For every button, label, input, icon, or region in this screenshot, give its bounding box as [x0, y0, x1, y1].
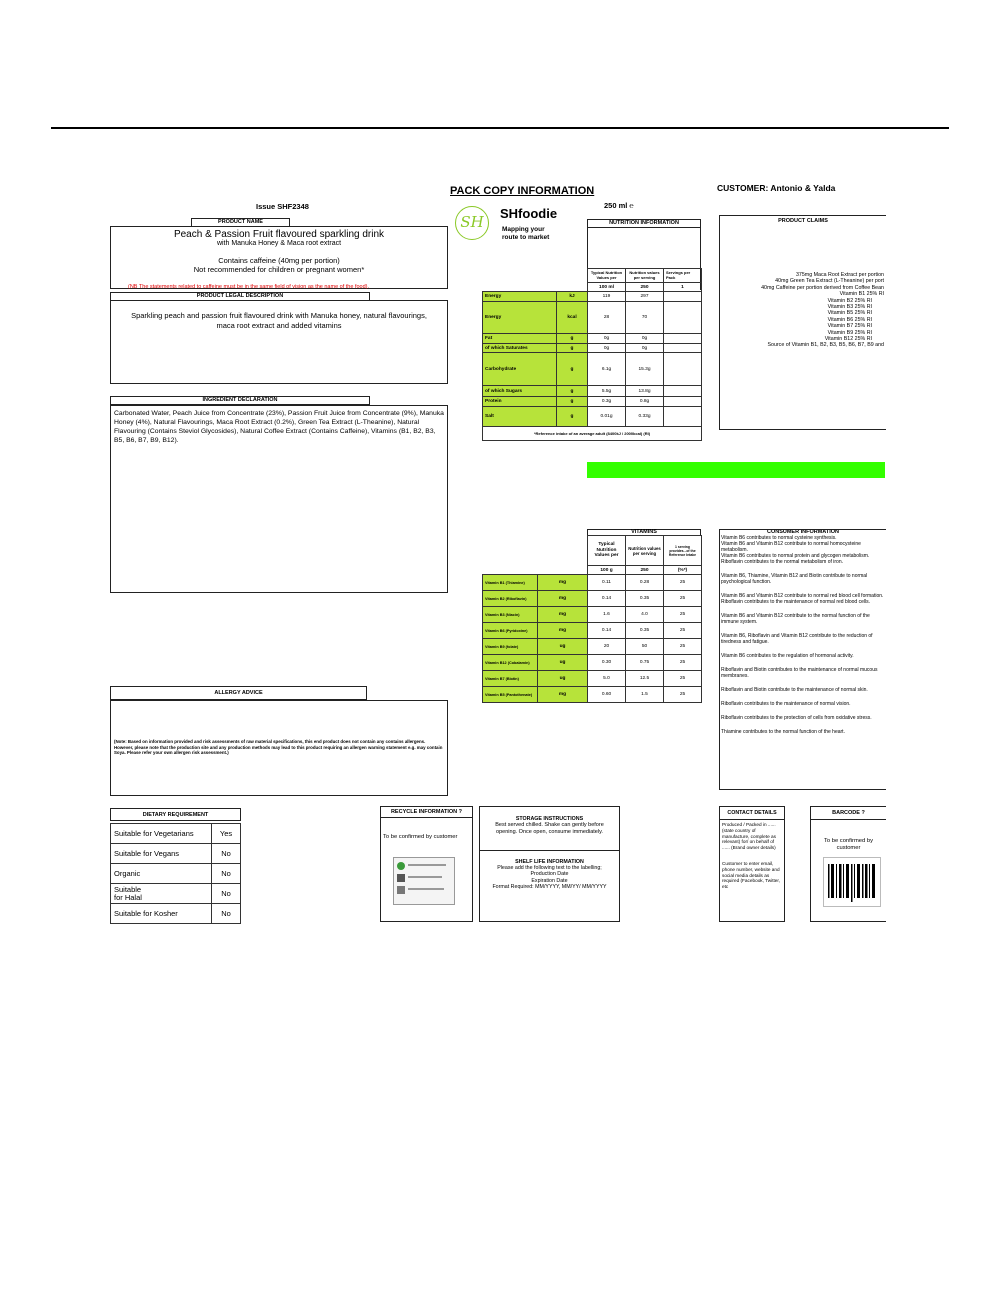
- vitamin-per100: 0.11: [588, 575, 626, 591]
- recycle-heading: RECYCLE INFORMATION ?: [381, 807, 472, 818]
- vitamin-unit: ug: [538, 639, 588, 655]
- vitamin-unit: mg: [538, 687, 588, 703]
- nutrition-unit: 250: [626, 283, 664, 292]
- nutrient-unit: g: [557, 344, 588, 353]
- nutrient-per100: 0g: [588, 344, 626, 353]
- consumer-info-line: Vitamin B6 contributes to normal cysteine synthesis.: [721, 535, 837, 541]
- nutrient-label: Carbohydrate: [483, 353, 557, 386]
- nutrition-footnote: *Reference intake of an average adult (8400kJ / 2000kcal) (RI): [483, 427, 702, 441]
- consumer-info-line: Vitamin B6 contributes to normal protein and glycogen metabolism.: [721, 553, 870, 559]
- vitamin-label: Vitamin B5 (Pantothenate): [483, 687, 538, 703]
- nutrient-serving: 15.3g: [626, 353, 664, 386]
- vitamin-unit: mg: [538, 591, 588, 607]
- nutrition-heading: NUTRITION INFORMATION: [587, 219, 701, 228]
- nutrient-serving: 13.8g: [626, 386, 664, 397]
- claim-line: 375mg Maca Root Extract per portion: [795, 272, 884, 278]
- legal-description-text: Sparkling peach and passion fruit flavoured drink with Manuka honey, natural flavourings, maca root extract and added vitamins: [131, 311, 427, 330]
- shfoodie-logo-icon: SH: [455, 206, 489, 240]
- consumer-info-heading: CONSUMER INFORMATION: [766, 529, 839, 535]
- consumer-info-line: Riboflavin contributes to the maintenance of normal vision.: [721, 701, 851, 707]
- barcode-text: To be confirmed by customer: [824, 838, 873, 851]
- storage-heading: STORAGE INSTRUCTIONS: [515, 816, 584, 822]
- vitamin-ri: 25: [664, 623, 702, 639]
- allergy-heading: ALLERGY ADVICE: [110, 686, 367, 700]
- table-row: [483, 334, 702, 344]
- vitamin-serving: 0.28: [626, 575, 664, 591]
- vitamin-label: Vitamin B7 (Biotin): [483, 671, 538, 687]
- dietary-label: Suitable for Vegetarians: [111, 824, 212, 844]
- ingredient-box: [110, 405, 448, 593]
- vitamin-unit: ug: [538, 655, 588, 671]
- vitamin-ri: 25: [664, 607, 702, 623]
- table-row: [483, 386, 702, 397]
- recycle-label-image: [393, 857, 455, 905]
- dietary-value: No: [212, 844, 241, 864]
- green-highlight-bar: [587, 462, 885, 478]
- nutrient-label: Energy: [483, 292, 557, 302]
- nutrient-serving: 70: [626, 302, 664, 334]
- storage-box: [479, 806, 620, 922]
- consumer-info-box: [719, 529, 886, 790]
- consumer-info-line: Vitamin B6 and Vitamin B12 contribute to normal homocysteine metabolism.: [721, 541, 861, 553]
- vitamin-per100: 5.0: [588, 671, 626, 687]
- logo-tagline-1: Mapping your: [502, 226, 545, 233]
- dietary-value: No: [212, 884, 241, 904]
- vitamin-unit: mg: [538, 607, 588, 623]
- table-row: [483, 353, 702, 386]
- nutrition-table: [482, 268, 702, 441]
- table-row: [483, 671, 702, 687]
- nutrient-per100: 6.1g: [588, 353, 626, 386]
- nutrient-serving: 0g: [626, 334, 664, 344]
- table-row: [111, 844, 241, 864]
- product-name-heading: PRODUCT NAME: [191, 218, 290, 227]
- nutrition-col-header: Nutrition values per serving: [626, 269, 664, 283]
- nutrient-unit: g: [557, 353, 588, 386]
- vitamin-serving: 12.5: [626, 671, 664, 687]
- table-row: [111, 824, 241, 844]
- consumer-info-line: Riboflavin contributes to the protection of cells from oxidative stress.: [721, 715, 872, 721]
- shelf-life-line: Production Date: [530, 871, 569, 878]
- contact-box: [719, 806, 785, 922]
- consumer-info-line: Vitamin B6 and Vitamin B12 contribute to normal red blood cell formation.: [721, 593, 884, 599]
- vitamin-unit: mg: [538, 575, 588, 591]
- claim-line: Vitamin B12 25% RI: [824, 336, 872, 343]
- nutrient-unit: g: [557, 386, 588, 397]
- nutrient-label: of which Sugars: [483, 386, 557, 397]
- vitamin-per100: 0.14: [588, 623, 626, 639]
- nutrient-per100: 119: [588, 292, 626, 302]
- dietary-heading: DIETARY REQUIREMENT: [110, 808, 241, 821]
- caffeine-line-2: Not recommended for children or pregnant women*: [193, 265, 365, 274]
- nutrient-unit: kcal: [557, 302, 588, 334]
- nutrient-serving: 0.33g: [626, 407, 664, 427]
- vitamin-ri: 25: [664, 671, 702, 687]
- consumer-info-line: Riboflavin and Biotin contribute to the maintenance of normal skin.: [721, 687, 868, 693]
- consumer-info-line: Vitamin B6 contributes to the regulation of hormonal activity.: [721, 653, 854, 659]
- vitamin-col-header: Nutrition values per serving: [626, 536, 664, 566]
- vitamin-serving: 0.75: [626, 655, 664, 671]
- page-title: PACK COPY INFORMATION: [450, 185, 595, 197]
- dietary-table: [110, 823, 241, 924]
- nutrient-per100: 0.3g: [588, 397, 626, 407]
- table-row: [483, 302, 702, 334]
- vitamin-unit: 250: [626, 566, 664, 575]
- dietary-label: Suitable for Vegans: [111, 844, 212, 864]
- nutrient-unit: g: [557, 334, 588, 344]
- vitamin-unit: ug: [538, 671, 588, 687]
- nutrient-unit: g: [557, 407, 588, 427]
- nutrient-serving: 297: [626, 292, 664, 302]
- shelf-life-line: Expiration Date: [531, 877, 568, 884]
- dietary-value: No: [212, 904, 241, 924]
- nutrient-label: Salt: [483, 407, 557, 427]
- ingredient-heading: INGREDIENT DECLARATION: [110, 396, 370, 405]
- barcode-box: [810, 806, 886, 922]
- vitamin-per100: 0.30: [588, 655, 626, 671]
- vitamin-label: Vitamin B6 (Pyridoxine): [483, 623, 538, 639]
- vitamin-per100: 20: [588, 639, 626, 655]
- vitamin-unit: (%*): [664, 566, 702, 575]
- table-row: [483, 575, 702, 591]
- product-subname: with Manuka Honey & Maca root extract: [216, 240, 342, 247]
- nutrition-unit: 100 ml: [588, 283, 626, 292]
- table-row: [483, 687, 702, 703]
- table-row: [483, 639, 702, 655]
- claim-line: Vitamin B5 25% RI: [827, 310, 872, 317]
- product-claims-box: [719, 215, 886, 430]
- vitamin-per100: 0.14: [588, 591, 626, 607]
- vitamin-col-header: 1 serving provides...of the Reference Intake: [664, 536, 702, 566]
- vitamin-serving: 0.35: [626, 591, 664, 607]
- allergy-text: (Note: Based on information provided and risk assessments of raw material specifications, this end product does not contain any contains allergens. However, please note that the production site and any production methods may lead to this product requiring an allergen warning statement e.g. may contain Soya. Please refer your own allergen risk assessment.): [114, 739, 443, 756]
- consumer-info-line: Vitamin B6, Thiamine, Vitamin B12 and Biotin contribute to normal psychological function.: [721, 573, 868, 585]
- shelf-life-line: Please add the following text to the labelling;: [497, 864, 602, 871]
- ingredient-text: Carbonated Water, Peach Juice from Concentrate (23%), Passion Fruit Juice from Concentrate (9%), Manuka Honey (4%), Natural Flavourings, Maca Root Extract (0.2%), Green Tea Extract (L-Theanine), Natural Flavouring (Contains Steviol Glycosides), Natural Coffee Extract (Contains Caffeine), Vitamins (B1, B2, B3, B5, B6, B7, B9, B12).: [114, 410, 444, 444]
- nutrient-per100: 5.5g: [588, 386, 626, 397]
- claim-line: Vitamin B6 25% RI: [827, 316, 872, 323]
- barcode-icon: [823, 857, 881, 907]
- table-row: [483, 397, 702, 407]
- nutrient-label: of which Saturates: [483, 344, 557, 353]
- table-row: [483, 623, 702, 639]
- vitamin-ri: 25: [664, 575, 702, 591]
- vitamin-ri: 25: [664, 655, 702, 671]
- nutrition-col-header: Servings per Pack: [664, 269, 702, 283]
- claim-line: Vitamin B1 25% RI: [839, 291, 884, 298]
- vitamin-serving: 0.35: [626, 623, 664, 639]
- legal-description-heading: PRODUCT LEGAL DESCRIPTION: [110, 292, 370, 301]
- issue-number: Issue SHF2348: [256, 202, 309, 211]
- contact-text-1: Produced / Packed in ...... (state country of manufacture, complete as relevant) for/ on behalf of ...... (Brand owner details): [722, 822, 776, 851]
- claim-line: Vitamin B2 25% RI: [827, 297, 872, 304]
- vitamin-label: Vitamin B9 (folate): [483, 639, 538, 655]
- nutrient-unit: g: [557, 397, 588, 407]
- logo-brand: SHfoodie: [500, 206, 558, 221]
- vitamin-ri: 25: [664, 687, 702, 703]
- table-row: [483, 591, 702, 607]
- consumer-info-line: Riboflavin contributes to the maintenance of normal red blood cells.: [721, 599, 870, 605]
- nutrient-per100: 28: [588, 302, 626, 334]
- storage-text: Best served chilled. Shake can gently before opening. Once open, consume immediately.: [495, 822, 604, 835]
- product-name: Peach & Passion Fruit flavoured sparkling drink: [173, 229, 385, 240]
- vitamin-label: Vitamin B1 (Thiamine): [483, 575, 538, 591]
- nutrient-label: Protein: [483, 397, 557, 407]
- vitamin-per100: 1.6: [588, 607, 626, 623]
- table-row: [111, 884, 241, 904]
- nutrition-unit: 1: [664, 283, 702, 292]
- vitamins-table: [482, 535, 702, 703]
- vitamins-heading: VITAMINS: [587, 529, 701, 536]
- nutrient-per100: 0g: [588, 334, 626, 344]
- caffeine-note: (NB The statements related to caffeine must be in the same field of vision as the name of the food).: [128, 284, 370, 290]
- top-rule: [51, 127, 949, 129]
- vitamin-label: Vitamin B12 (Cobalamin): [483, 655, 538, 671]
- vitamin-ri: 25: [664, 591, 702, 607]
- allergy-box: [110, 700, 448, 796]
- consumer-info-line: Thiamine contributes to the normal function of the heart.: [721, 729, 845, 735]
- dietary-label: Suitable for Halal: [111, 884, 212, 904]
- vitamin-unit: 100 g: [588, 566, 626, 575]
- contact-heading: CONTACT DETAILS: [720, 807, 784, 820]
- nutrient-serving: 0.8g: [626, 397, 664, 407]
- claim-line: Vitamin B7 25% RI: [827, 323, 872, 330]
- nutrient-serving: 0g: [626, 344, 664, 353]
- consumer-info-line: Riboflavin and Biotin contributes to the maintenance of normal mucous membranes.: [721, 667, 878, 679]
- volume-label: 250 ml ℮: [604, 201, 634, 210]
- nutrient-per100: 0.01g: [588, 407, 626, 427]
- vitamin-serving: 50: [626, 639, 664, 655]
- vitamin-ri: 25: [664, 639, 702, 655]
- vitamin-unit: mg: [538, 623, 588, 639]
- table-row: [483, 607, 702, 623]
- recycle-box: [380, 806, 473, 922]
- logo-tagline-2: route to market: [502, 234, 550, 241]
- table-row: [111, 904, 241, 924]
- consumer-info-line: Riboflavin contributes to the normal metabolism of iron.: [721, 559, 844, 565]
- barcode-heading: BARCODE ?: [811, 807, 886, 820]
- dietary-label: Organic: [111, 864, 212, 884]
- nutrient-label: Fat: [483, 334, 557, 344]
- vitamin-label: Vitamin B2 (Riboflavin): [483, 591, 538, 607]
- caffeine-line-1: Contains caffeine (40mg per portion): [218, 256, 340, 265]
- vitamin-per100: 0.60: [588, 687, 626, 703]
- legal-description-box: [110, 300, 448, 384]
- vitamin-label: Vitamin B3 (Niacin): [483, 607, 538, 623]
- claim-line: 40mg Caffeine per portion derived from Coffee Bean: [761, 284, 884, 291]
- table-row: [111, 864, 241, 884]
- recycle-text: To be confirmed by customer: [383, 834, 458, 840]
- nutrition-col-header: Typical Nutrition Values per: [588, 269, 626, 283]
- claim-line: 40mg Green Tea Extract (L-Theanine) per port: [775, 278, 884, 285]
- shelf-life-heading: SHELF LIFE INFORMATION: [515, 858, 584, 865]
- nutrient-unit: kJ: [557, 292, 588, 302]
- shelf-life-line: Format Required: MM/YYYY, MM/YY/ MM/YYYY: [492, 884, 607, 891]
- nutrient-label: Energy: [483, 302, 557, 334]
- dietary-value: No: [212, 864, 241, 884]
- table-row: [483, 407, 702, 427]
- vitamin-serving: 1.5: [626, 687, 664, 703]
- vitamin-col-header: Typical Nutrition Values per: [588, 536, 626, 566]
- table-row: [483, 292, 702, 302]
- dietary-label: Suitable for Kosher: [111, 904, 212, 924]
- vitamin-serving: 4.0: [626, 607, 664, 623]
- dietary-value: Yes: [212, 824, 241, 844]
- contact-text-2: Customer to enter email, phone number, website and social media details as required (Facebook, Twitter, etc: [722, 860, 781, 890]
- consumer-info-line: Vitamin B6 and Vitamin B12 contribute to the normal function of the immune system.: [721, 613, 870, 625]
- claim-line: Vitamin B9 25% RI: [827, 329, 872, 336]
- product-name-box: [110, 226, 448, 289]
- consumer-info-line: Vitamin B6, Riboflavin and Vitamin B12 contribute to the reduction of tiredness and fatigue.: [721, 633, 873, 645]
- table-row: [483, 655, 702, 671]
- product-claims-heading: PRODUCT CLAIMS: [778, 218, 828, 224]
- customer-name: CUSTOMER: Antonio & Yalda: [717, 183, 836, 193]
- table-row: [483, 344, 702, 353]
- claim-line: Source of Vitamin B1, B2, B3, B5, B6, B7, B9 and: [767, 342, 884, 349]
- claim-line: Vitamin B3 25% RI: [827, 304, 872, 311]
